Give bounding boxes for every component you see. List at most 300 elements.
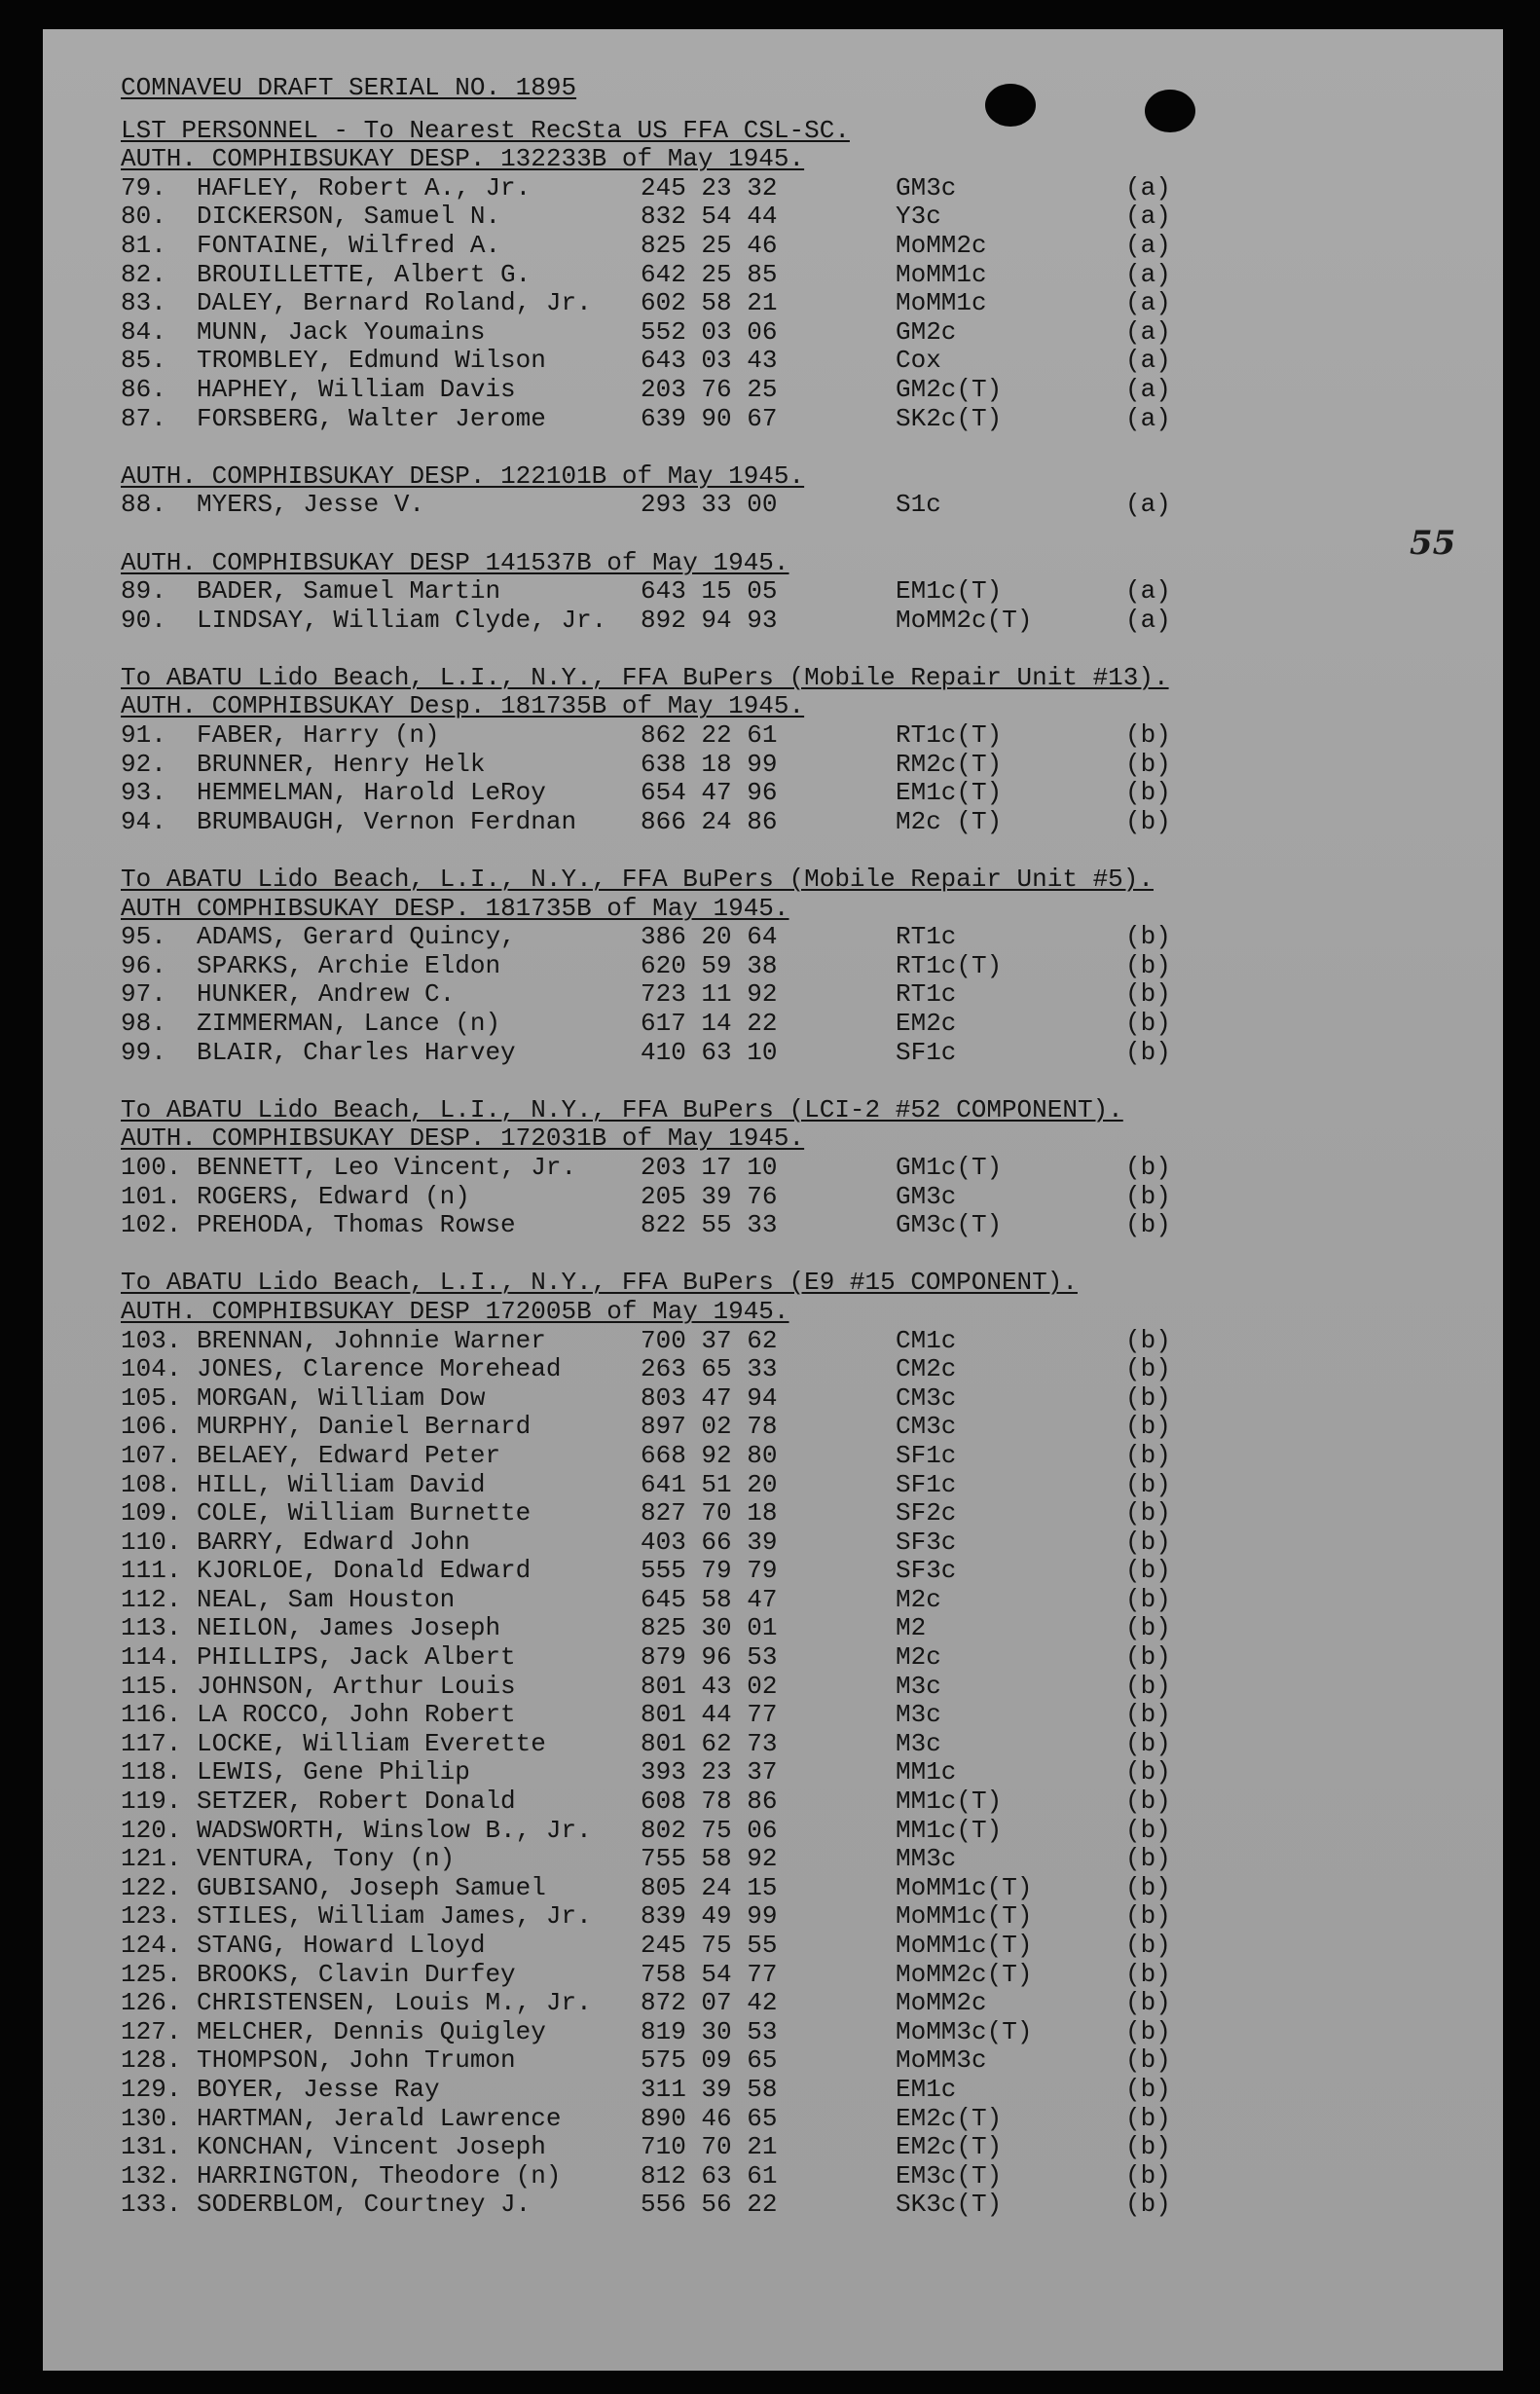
personnel-row bbox=[121, 2191, 1464, 2220]
rating: EM1c bbox=[896, 2074, 957, 2104]
category-code: (b) bbox=[1125, 1527, 1171, 1557]
section-heading: AUTH. COMPHIBSUKAY DESP 141537B of May 1945. bbox=[121, 547, 789, 577]
section bbox=[121, 1269, 1464, 2220]
service-number: 710 70 21 bbox=[641, 2132, 778, 2162]
personnel-row bbox=[121, 1327, 1464, 1356]
personnel-row bbox=[121, 347, 1464, 376]
service-number: 758 54 77 bbox=[641, 1959, 778, 1989]
entry-number: 124. bbox=[121, 1931, 182, 1960]
section-heading: AUTH. COMPHIBSUKAY DESP. 122101B of May 1945. bbox=[121, 460, 805, 491]
entry-number: 102. bbox=[121, 1210, 182, 1240]
category-code: (a) bbox=[1125, 288, 1171, 318]
category-code: (b) bbox=[1125, 922, 1171, 952]
entry-number: 132. bbox=[121, 2160, 182, 2191]
personnel-name: CHRISTENSEN, Louis M., Jr. bbox=[197, 1988, 592, 2018]
personnel-name: BENNETT, Leo Vincent, Jr. bbox=[197, 1152, 577, 1182]
entry-number: 105. bbox=[121, 1382, 182, 1413]
entry-number: 79. bbox=[121, 172, 166, 203]
service-number: 668 92 80 bbox=[641, 1440, 778, 1470]
personnel-row bbox=[121, 203, 1464, 232]
personnel-row bbox=[121, 2076, 1464, 2105]
rating: SF1c bbox=[896, 1037, 957, 1067]
category-code: (a) bbox=[1125, 576, 1171, 607]
draft-serial-heading: COMNAVEU DRAFT SERIAL NO. 1895 bbox=[121, 73, 577, 102]
personnel-row bbox=[121, 1817, 1464, 1846]
personnel-row bbox=[121, 2133, 1464, 2162]
personnel-row bbox=[121, 1499, 1464, 1528]
section-heading: AUTH. COMPHIBSUKAY DESP. 132233B of May 1945. bbox=[121, 144, 805, 174]
category-code: (b) bbox=[1125, 1009, 1171, 1038]
personnel-name: WADSWORTH, Winslow B., Jr. bbox=[197, 1815, 592, 1845]
personnel-name: BELAEY, Edward Peter bbox=[197, 1440, 501, 1470]
rating: SF2c bbox=[896, 1498, 957, 1528]
rating: RT1c(T) bbox=[896, 720, 1003, 751]
category-code: (b) bbox=[1125, 2160, 1171, 2191]
entry-number: 82. bbox=[121, 259, 166, 289]
service-number: 608 78 86 bbox=[641, 1786, 778, 1817]
personnel-name: PHILLIPS, Jack Albert bbox=[197, 1642, 516, 1673]
entry-number: 129. bbox=[121, 2074, 182, 2104]
personnel-name: LEWIS, Gene Philip bbox=[197, 1757, 470, 1787]
personnel-row bbox=[121, 1614, 1464, 1643]
rating: M2c (T) bbox=[896, 806, 1003, 836]
personnel-name: KONCHAN, Vincent Joseph bbox=[197, 2132, 546, 2162]
entry-number: 91. bbox=[121, 720, 166, 751]
entry-number: 130. bbox=[121, 2103, 182, 2133]
service-number: 203 17 10 bbox=[641, 1152, 778, 1182]
rating: M3c bbox=[896, 1700, 941, 1730]
service-number: 866 24 86 bbox=[641, 806, 778, 836]
entry-number: 85. bbox=[121, 346, 166, 376]
category-code: (b) bbox=[1125, 1815, 1171, 1845]
personnel-row bbox=[121, 289, 1464, 318]
service-number: 556 56 22 bbox=[641, 2190, 778, 2220]
personnel-name: JONES, Clarence Morehead bbox=[197, 1354, 562, 1384]
service-number: 645 58 47 bbox=[641, 1584, 778, 1614]
personnel-name: SODERBLOM, Courtney J. bbox=[197, 2190, 532, 2220]
entry-number: 119. bbox=[121, 1786, 182, 1817]
category-code: (b) bbox=[1125, 1412, 1171, 1442]
rating: SF3c bbox=[896, 1527, 957, 1557]
service-number: 801 43 02 bbox=[641, 1671, 778, 1701]
entry-number: 89. bbox=[121, 576, 166, 607]
rating: M2c bbox=[896, 1642, 941, 1673]
personnel-name: DICKERSON, Samuel N. bbox=[197, 202, 501, 232]
entry-number: 92. bbox=[121, 749, 166, 779]
rating: MM1c bbox=[896, 1757, 957, 1787]
entry-number: 87. bbox=[121, 403, 166, 433]
personnel-row bbox=[121, 491, 1464, 520]
personnel-row bbox=[121, 1673, 1464, 1702]
personnel-row bbox=[121, 1183, 1464, 1212]
section bbox=[121, 664, 1464, 837]
rating: SF3c bbox=[896, 1556, 957, 1586]
service-number: 639 90 67 bbox=[641, 403, 778, 433]
entry-number: 100. bbox=[121, 1152, 182, 1182]
personnel-row bbox=[121, 1643, 1464, 1673]
personnel-row bbox=[121, 2105, 1464, 2134]
personnel-row bbox=[121, 808, 1464, 837]
entry-number: 96. bbox=[121, 950, 166, 980]
personnel-name: HEMMELMAN, Harold LeRoy bbox=[197, 778, 546, 808]
personnel-row bbox=[121, 1701, 1464, 1730]
service-number: 555 79 79 bbox=[641, 1556, 778, 1586]
personnel-row bbox=[121, 1528, 1464, 1558]
category-code: (b) bbox=[1125, 778, 1171, 808]
personnel-row bbox=[121, 2018, 1464, 2047]
service-number: 832 54 44 bbox=[641, 202, 778, 232]
rating: Y3c bbox=[896, 202, 941, 232]
category-code: (a) bbox=[1125, 316, 1171, 347]
entry-number: 107. bbox=[121, 1440, 182, 1470]
personnel-name: DALEY, Bernard Roland, Jr. bbox=[197, 288, 592, 318]
category-code: (b) bbox=[1125, 2016, 1171, 2046]
entry-number: 97. bbox=[121, 979, 166, 1010]
personnel-row bbox=[121, 1932, 1464, 1961]
section-heading: AUTH. COMPHIBSUKAY Desp. 181735B of May 1945. bbox=[121, 691, 805, 721]
rating: Cox bbox=[896, 346, 941, 376]
rating: MoMM1c(T) bbox=[896, 1872, 1033, 1902]
personnel-row bbox=[121, 1154, 1464, 1183]
category-code: (b) bbox=[1125, 2103, 1171, 2133]
section bbox=[121, 462, 1464, 520]
entry-number: 94. bbox=[121, 806, 166, 836]
personnel-name: PREHODA, Thomas Rowse bbox=[197, 1210, 516, 1240]
entry-number: 109. bbox=[121, 1498, 182, 1528]
rating: RT1c bbox=[896, 979, 957, 1010]
category-code: (b) bbox=[1125, 1671, 1171, 1701]
personnel-name: SPARKS, Archie Eldon bbox=[197, 950, 501, 980]
personnel-row bbox=[121, 1787, 1464, 1817]
personnel-row bbox=[121, 779, 1464, 808]
entry-number: 115. bbox=[121, 1671, 182, 1701]
entry-number: 121. bbox=[121, 1844, 182, 1874]
category-code: (b) bbox=[1125, 1210, 1171, 1240]
service-number: 386 20 64 bbox=[641, 922, 778, 952]
category-code: (b) bbox=[1125, 1931, 1171, 1960]
rating: SF1c bbox=[896, 1469, 957, 1499]
personnel-row bbox=[121, 1010, 1464, 1039]
category-code: (b) bbox=[1125, 1440, 1171, 1470]
category-code: (b) bbox=[1125, 1037, 1171, 1067]
rating: MoMM2c(T) bbox=[896, 605, 1033, 635]
service-number: 839 49 99 bbox=[641, 1901, 778, 1932]
category-code: (b) bbox=[1125, 1498, 1171, 1528]
personnel-row bbox=[121, 1961, 1464, 1990]
service-number: 638 18 99 bbox=[641, 749, 778, 779]
personnel-name: JOHNSON, Arthur Louis bbox=[197, 1671, 516, 1701]
personnel-name: MURPHY, Daniel Bernard bbox=[197, 1412, 532, 1442]
entry-number: 80. bbox=[121, 202, 166, 232]
service-number: 825 30 01 bbox=[641, 1613, 778, 1643]
rating: MoMM3c(T) bbox=[896, 2016, 1033, 2046]
personnel-row bbox=[121, 1845, 1464, 1874]
entry-number: 116. bbox=[121, 1700, 182, 1730]
service-number: 700 37 62 bbox=[641, 1325, 778, 1355]
rating: M2 bbox=[896, 1613, 927, 1643]
entry-number: 127. bbox=[121, 2016, 182, 2046]
personnel-name: NEAL, Sam Houston bbox=[197, 1584, 456, 1614]
category-code: (b) bbox=[1125, 1642, 1171, 1673]
entry-number: 86. bbox=[121, 374, 166, 404]
personnel-row bbox=[121, 1471, 1464, 1500]
personnel-row bbox=[121, 318, 1464, 348]
service-number: 245 75 55 bbox=[641, 1931, 778, 1960]
personnel-name: FONTAINE, Wilfred A. bbox=[197, 230, 501, 260]
personnel-row bbox=[121, 952, 1464, 981]
section-heading: To ABATU Lido Beach, L.I., N.Y., FFA BuPers (Mobile Repair Unit #13). bbox=[121, 662, 1169, 692]
sections-container bbox=[121, 145, 1464, 2220]
service-number: 641 51 20 bbox=[641, 1469, 778, 1499]
personnel-name: LINDSAY, William Clyde, Jr. bbox=[197, 605, 607, 635]
category-code: (b) bbox=[1125, 749, 1171, 779]
personnel-row bbox=[121, 1874, 1464, 1903]
rating: EM2c(T) bbox=[896, 2132, 1003, 2162]
personnel-name: HAPHEY, William Davis bbox=[197, 374, 516, 404]
rating: M3c bbox=[896, 1671, 941, 1701]
rating: CM3c bbox=[896, 1382, 957, 1413]
personnel-row bbox=[121, 1902, 1464, 1932]
entry-number: 120. bbox=[121, 1815, 182, 1845]
entry-number: 128. bbox=[121, 2045, 182, 2076]
rating: MM1c(T) bbox=[896, 1786, 1003, 1817]
section-heading: AUTH. COMPHIBSUKAY DESP. 172031B of May 1945. bbox=[121, 1123, 805, 1154]
service-number: 293 33 00 bbox=[641, 490, 778, 520]
personnel-name: VENTURA, Tony (n) bbox=[197, 1844, 456, 1874]
personnel-name: LA ROCCO, John Robert bbox=[197, 1700, 516, 1730]
entry-number: 113. bbox=[121, 1613, 182, 1643]
entry-number: 133. bbox=[121, 2190, 182, 2220]
entry-number: 83. bbox=[121, 288, 166, 318]
entry-number: 108. bbox=[121, 1469, 182, 1499]
entry-number: 106. bbox=[121, 1412, 182, 1442]
rating: EM2c bbox=[896, 1009, 957, 1038]
personnel-name: TROMBLEY, Edmund Wilson bbox=[197, 346, 546, 376]
page-number: 55 bbox=[1410, 524, 1456, 563]
personnel-name: NEILON, James Joseph bbox=[197, 1613, 501, 1643]
personnel-name: STILES, William James, Jr. bbox=[197, 1901, 592, 1932]
personnel-name: BARRY, Edward John bbox=[197, 1527, 470, 1557]
personnel-row bbox=[121, 1758, 1464, 1787]
personnel-row bbox=[121, 1442, 1464, 1471]
rating: CM1c bbox=[896, 1325, 957, 1355]
entry-number: 114. bbox=[121, 1642, 182, 1673]
personnel-row bbox=[121, 721, 1464, 751]
service-number: 311 39 58 bbox=[641, 2074, 778, 2104]
entry-number: 122. bbox=[121, 1872, 182, 1902]
personnel-row bbox=[121, 405, 1464, 434]
personnel-row bbox=[121, 1413, 1464, 1442]
service-number: 890 46 65 bbox=[641, 2103, 778, 2133]
personnel-name: BRUMBAUGH, Vernon Ferdnan bbox=[197, 806, 577, 836]
rating: EM3c(T) bbox=[896, 2160, 1003, 2191]
rating: RT1c bbox=[896, 922, 957, 952]
personnel-name: BROUILLETTE, Albert G. bbox=[197, 259, 532, 289]
category-code: (b) bbox=[1125, 1325, 1171, 1355]
personnel-name: COLE, William Burnette bbox=[197, 1498, 532, 1528]
personnel-row bbox=[121, 1211, 1464, 1240]
rating: SF1c bbox=[896, 1440, 957, 1470]
entry-number: 118. bbox=[121, 1757, 182, 1787]
section-heading: To ABATU Lido Beach, L.I., N.Y., FFA BuPers (E9 #15 COMPONENT). bbox=[121, 1268, 1078, 1298]
category-code: (b) bbox=[1125, 2074, 1171, 2104]
personnel-name: KJORLOE, Donald Edward bbox=[197, 1556, 532, 1586]
rating: GM3c bbox=[896, 1181, 957, 1211]
service-number: 803 47 94 bbox=[641, 1382, 778, 1413]
service-number: 203 76 25 bbox=[641, 374, 778, 404]
rating: MoMM1c(T) bbox=[896, 1901, 1033, 1932]
entry-number: 112. bbox=[121, 1584, 182, 1614]
rating: RM2c(T) bbox=[896, 749, 1003, 779]
personnel-row bbox=[121, 1557, 1464, 1586]
service-number: 801 62 73 bbox=[641, 1728, 778, 1758]
category-code: (a) bbox=[1125, 172, 1171, 203]
category-code: (b) bbox=[1125, 950, 1171, 980]
personnel-row bbox=[121, 174, 1464, 203]
entry-number: 131. bbox=[121, 2132, 182, 2162]
section-heading: To ABATU Lido Beach, L.I., N.Y., FFA BuPers (Mobile Repair Unit #5). bbox=[121, 865, 1154, 895]
rating: GM1c(T) bbox=[896, 1152, 1003, 1182]
personnel-row bbox=[121, 607, 1464, 636]
service-number: 802 75 06 bbox=[641, 1815, 778, 1845]
personnel-row bbox=[121, 232, 1464, 261]
service-number: 801 44 77 bbox=[641, 1700, 778, 1730]
entry-number: 88. bbox=[121, 490, 166, 520]
entry-number: 126. bbox=[121, 1988, 182, 2018]
service-number: 410 63 10 bbox=[641, 1037, 778, 1067]
personnel-name: MYERS, Jesse V. bbox=[197, 490, 425, 520]
category-code: (b) bbox=[1125, 1181, 1171, 1211]
rating: MoMM1c bbox=[896, 288, 987, 318]
personnel-row bbox=[121, 751, 1464, 780]
category-code: (b) bbox=[1125, 1786, 1171, 1817]
personnel-name: HARRINGTON, Theodore (n) bbox=[197, 2160, 562, 2191]
entry-number: 111. bbox=[121, 1556, 182, 1586]
section bbox=[121, 145, 1464, 433]
entry-number: 104. bbox=[121, 1354, 182, 1384]
service-number: 617 14 22 bbox=[641, 1009, 778, 1038]
personnel-name: THOMPSON, John Trumon bbox=[197, 2045, 516, 2076]
category-code: (a) bbox=[1125, 259, 1171, 289]
roster-content bbox=[121, 74, 1464, 2220]
rating: SK3c(T) bbox=[896, 2190, 1003, 2220]
personnel-name: ADAMS, Gerard Quincy, bbox=[197, 922, 516, 952]
section bbox=[121, 866, 1464, 1067]
category-code: (b) bbox=[1125, 1613, 1171, 1643]
personnel-row bbox=[121, 1355, 1464, 1384]
personnel-name: ZIMMERMAN, Lance (n) bbox=[197, 1009, 501, 1038]
document-title: LST PERSONNEL - To Nearest RecSta US FFA CSL-SC. bbox=[121, 115, 850, 145]
service-number: 812 63 61 bbox=[641, 2160, 778, 2191]
category-code: (b) bbox=[1125, 1152, 1171, 1182]
entry-number: 98. bbox=[121, 1009, 166, 1038]
personnel-name: BRENNAN, Johnnie Warner bbox=[197, 1325, 546, 1355]
service-number: 403 66 39 bbox=[641, 1527, 778, 1557]
service-number: 825 25 46 bbox=[641, 230, 778, 260]
service-number: 575 09 65 bbox=[641, 2045, 778, 2076]
rating: MoMM2c bbox=[896, 1988, 987, 2018]
personnel-name: MUNN, Jack Youmains bbox=[197, 316, 486, 347]
entry-number: 117. bbox=[121, 1728, 182, 1758]
category-code: (b) bbox=[1125, 1872, 1171, 1902]
service-number: 205 39 76 bbox=[641, 1181, 778, 1211]
category-code: (b) bbox=[1125, 1988, 1171, 2018]
personnel-name: STANG, Howard Lloyd bbox=[197, 1931, 486, 1960]
category-code: (b) bbox=[1125, 2132, 1171, 2162]
personnel-row bbox=[121, 1730, 1464, 1759]
entry-number: 99. bbox=[121, 1037, 166, 1067]
service-number: 642 25 85 bbox=[641, 259, 778, 289]
rating: MoMM2c(T) bbox=[896, 1959, 1033, 1989]
service-number: 552 03 06 bbox=[641, 316, 778, 347]
rating: SK2c(T) bbox=[896, 403, 1003, 433]
rating: GM2c(T) bbox=[896, 374, 1003, 404]
category-code: (b) bbox=[1125, 1844, 1171, 1874]
personnel-row bbox=[121, 923, 1464, 952]
personnel-name: BOYER, Jesse Ray bbox=[197, 2074, 440, 2104]
personnel-name: FABER, Harry (n) bbox=[197, 720, 440, 751]
personnel-name: MELCHER, Dennis Quigley bbox=[197, 2016, 546, 2046]
personnel-name: MORGAN, William Dow bbox=[197, 1382, 486, 1413]
category-code: (b) bbox=[1125, 806, 1171, 836]
category-code: (b) bbox=[1125, 1584, 1171, 1614]
personnel-name: SETZER, Robert Donald bbox=[197, 1786, 516, 1817]
rating: MoMM2c bbox=[896, 230, 987, 260]
entry-number: 81. bbox=[121, 230, 166, 260]
section-heading: To ABATU Lido Beach, L.I., N.Y., FFA BuPers (LCI-2 #52 COMPONENT). bbox=[121, 1094, 1123, 1124]
service-number: 654 47 96 bbox=[641, 778, 778, 808]
category-code: (b) bbox=[1125, 2045, 1171, 2076]
entry-number: 123. bbox=[121, 1901, 182, 1932]
rating: CM3c bbox=[896, 1412, 957, 1442]
personnel-name: GUBISANO, Joseph Samuel bbox=[197, 1872, 546, 1902]
entry-number: 84. bbox=[121, 316, 166, 347]
category-code: (b) bbox=[1125, 1700, 1171, 1730]
service-number: 245 23 32 bbox=[641, 172, 778, 203]
entry-number: 125. bbox=[121, 1959, 182, 1989]
entry-number: 95. bbox=[121, 922, 166, 952]
category-code: (a) bbox=[1125, 374, 1171, 404]
category-code: (a) bbox=[1125, 202, 1171, 232]
service-number: 892 94 93 bbox=[641, 605, 778, 635]
personnel-name: LOCKE, William Everette bbox=[197, 1728, 546, 1758]
rating: MoMM3c bbox=[896, 2045, 987, 2076]
category-code: (b) bbox=[1125, 1901, 1171, 1932]
rating: EM2c(T) bbox=[896, 2103, 1003, 2133]
personnel-name: BADER, Samuel Martin bbox=[197, 576, 501, 607]
section-heading: AUTH COMPHIBSUKAY DESP. 181735B of May 1945. bbox=[121, 893, 789, 923]
personnel-name: HUNKER, Andrew C. bbox=[197, 979, 456, 1010]
personnel-name: BROOKS, Clavin Durfey bbox=[197, 1959, 516, 1989]
service-number: 879 96 53 bbox=[641, 1642, 778, 1673]
service-number: 822 55 33 bbox=[641, 1210, 778, 1240]
category-code: (b) bbox=[1125, 979, 1171, 1010]
personnel-row bbox=[121, 2162, 1464, 2191]
personnel-row bbox=[121, 261, 1464, 290]
category-code: (a) bbox=[1125, 490, 1171, 520]
entry-number: 101. bbox=[121, 1181, 182, 1211]
category-code: (b) bbox=[1125, 1556, 1171, 1586]
category-code: (b) bbox=[1125, 1469, 1171, 1499]
service-number: 602 58 21 bbox=[641, 288, 778, 318]
service-number: 805 24 15 bbox=[641, 1872, 778, 1902]
rating: EM1c(T) bbox=[896, 778, 1003, 808]
rating: GM3c bbox=[896, 172, 957, 203]
section bbox=[121, 549, 1464, 636]
category-code: (b) bbox=[1125, 1728, 1171, 1758]
category-code: (b) bbox=[1125, 720, 1171, 751]
section-heading: AUTH. COMPHIBSUKAY DESP 172005B of May 1945. bbox=[121, 1296, 789, 1326]
